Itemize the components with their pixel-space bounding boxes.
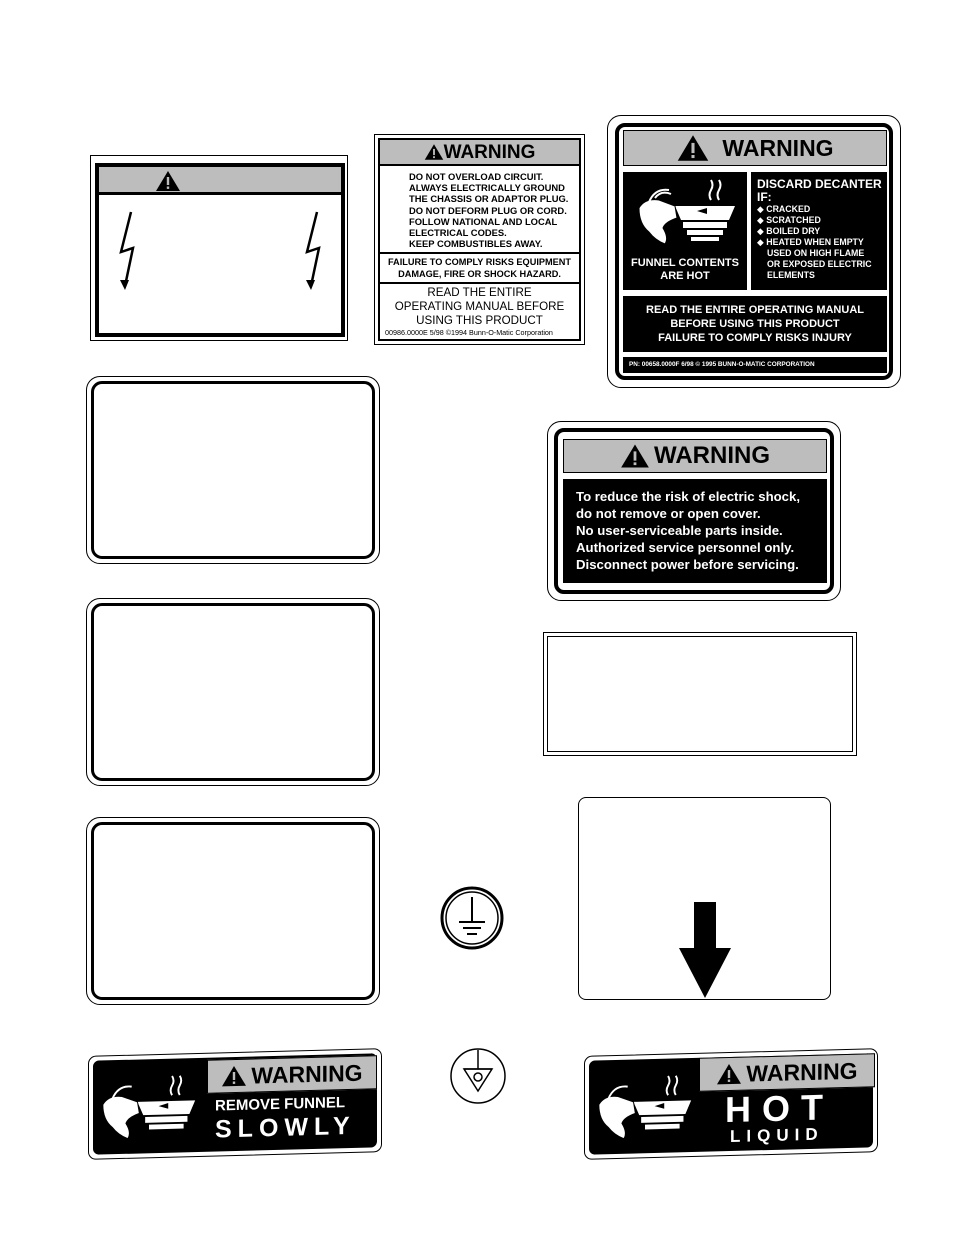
warning-word: WARNING [722,134,834,161]
warning-triangle-icon [424,143,444,161]
gray-header-bar [99,167,341,195]
warning-triangle-icon [620,443,650,469]
list-item: ◆ CRACKED [757,204,811,214]
warning-triangle-icon [716,1063,742,1086]
instruction-line: DO NOT OVERLOAD CIRCUIT. [409,171,544,182]
hand-funnel-icon [635,178,739,250]
warning-header-bar [563,439,827,473]
warning-header-bar [207,1055,377,1093]
warning-header-bar [380,140,579,166]
warning-header-bar [623,130,887,166]
warning-word: WARNING [654,442,770,469]
instruction-line: FOLLOW NATIONAL AND LOCAL [409,215,558,227]
warning-triangle-icon [676,134,710,162]
funnel-hot-panel: FUNNEL CONTENTS ARE HOT [623,172,747,290]
warning-header-bar [699,1053,875,1092]
warning-triangle-icon [155,170,181,192]
remove-funnel-text: REMOVE FUNNEL [215,1094,346,1115]
shock-hazard-label [90,155,348,341]
liquid-text: LIQUID [730,1124,824,1147]
hot-text: HOT [725,1086,834,1131]
label-footer: PN: 00658.0000F 6/98 © 1995 BUNN-O-MATIC CORPORATION [623,357,887,373]
list-item: ◆ BOILED DRY [757,226,821,236]
instruction-line: DO NOT DEFORM PLUG OR CORD. [409,204,567,216]
list-item: ELEMENTS [767,270,815,280]
read-manual-panel: READ THE ENTIRE OPERATING MANUAL BEFORE USING THIS PRODUCT FAILURE TO COMPLY RISKS INJURY [623,296,887,352]
shock-instructions: To reduce the risk of electric shock, do not remove or open cover. No user-serviceable parts inside. Authorized service personnel only. Disconnect power before servicing. [563,479,827,583]
lightning-bolt-icon [303,210,327,290]
instruction-line: ELECTRICAL CODES. [409,227,507,239]
arrow-down-icon [679,902,731,998]
electric-shock-warning-label [547,421,841,601]
instruction-line: THE CHASSIS OR ADAPTOR PLUG. [409,193,569,205]
hot-liquid-label [584,1048,878,1160]
hand-funnel-icon [99,1068,199,1151]
lightning-bolt-icon [117,210,141,290]
electrical-warning-label [374,134,585,345]
warning-word: WARNING [251,1059,363,1089]
blank-label [86,376,380,564]
blank-label [86,598,380,786]
slowly-text: SLOWLY [215,1111,356,1144]
electrical-instructions [409,171,568,249]
blank-label [543,632,857,756]
decanter-warning-label [607,115,901,388]
warning-word: WARNING [746,1057,858,1087]
blank-label [86,817,380,1005]
warning-word: WARNING [443,141,536,163]
remove-funnel-label [88,1048,382,1160]
arrow-label [578,797,831,1000]
hand-funnel-icon [595,1068,695,1151]
equipotential-symbol-icon [449,1047,507,1105]
instruction-line: ALWAYS ELECTRICALLY GROUND [409,182,565,194]
list-item: ◆ HEATED WHEN EMPTY [757,237,864,247]
failure-statement: FAILURE TO COMPLY RISKS EQUIPMENT DAMAGE, FIRE OR SHOCK HAZARD. [387,257,572,279]
list-item: ◆ SCRATCHED [757,215,821,225]
read-manual-text: READ THE ENTIRE OPERATING MANUAL BEFORE USING THIS PRODUCT [394,286,565,327]
discard-decanter-panel: DISCARD DECANTER IF: ◆ CRACKED ◆ SCRATCHED ◆ BOILED DRY ◆ HEATED WHEN EMPTY USED ON HIGH FLAME OR EXPOSED ELECTRIC ELEMENTS [751,172,887,290]
warning-triangle-icon [221,1065,247,1088]
label-footer: 00986.0000E 5/98 ©1994 Bunn-O-Matic Corporation [385,328,553,337]
list-item: USED ON HIGH FLAME [767,248,865,258]
instruction-line: KEEP COMBUSTIBLES AWAY. [409,238,543,250]
ground-symbol-icon [439,885,505,951]
list-item: OR EXPOSED ELECTRIC [767,259,872,269]
